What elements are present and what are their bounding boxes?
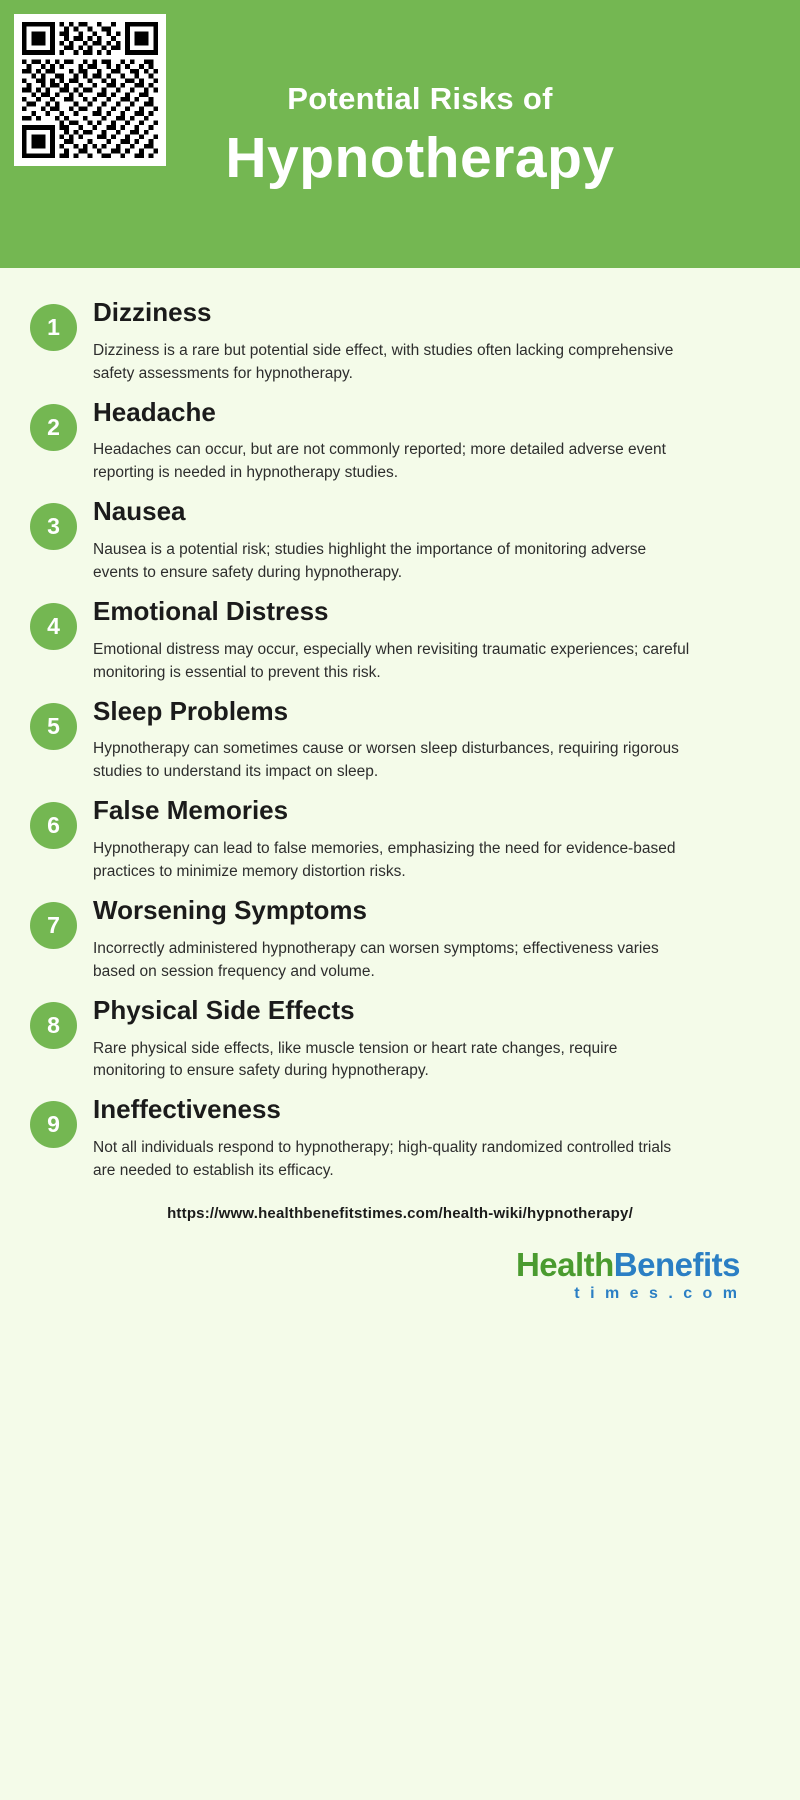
brand-wordmark <box>20 1246 740 1284</box>
item-title: Physical Side Effects <box>93 994 355 1025</box>
item-number-badge: 4 <box>30 603 77 650</box>
page-subtitle: Potential Risks of <box>287 80 553 116</box>
item-body <box>93 792 766 884</box>
qr-code-svg <box>22 22 158 158</box>
item-number-badge: 5 <box>30 703 77 750</box>
item-body <box>93 992 766 1084</box>
item-body <box>93 294 766 386</box>
brand-logo[interactable] <box>20 1248 780 1303</box>
item-number-badge: 1 <box>30 304 77 351</box>
footer <box>0 1191 800 1303</box>
list-item <box>26 593 766 685</box>
item-number-badge: 6 <box>30 802 77 849</box>
list-item <box>26 693 766 785</box>
item-body <box>93 693 766 785</box>
item-title: Emotional Distress <box>93 596 329 627</box>
item-title: False Memories <box>93 795 289 826</box>
item-description: Not all individuals respond to hypnotherapy; high-quality randomized controlled trials are needed to establish its efficacy. <box>93 1139 672 1180</box>
item-title: Dizziness <box>93 297 212 327</box>
item-number-badge: 3 <box>30 503 77 550</box>
item-title: Nausea <box>93 496 186 527</box>
item-description: Hypnotherapy can lead to false memories, emphasizing the need for evidence-based practices to minimize memory distortion risks. <box>93 840 676 881</box>
item-number-badge: 9 <box>30 1101 77 1148</box>
brand-domain-text: t i m e s . c o m <box>574 1285 740 1303</box>
list-item <box>26 394 766 486</box>
item-number-badge: 2 <box>30 404 77 451</box>
item-body <box>93 892 766 984</box>
list-item <box>26 493 766 585</box>
item-body <box>93 1091 766 1183</box>
item-body <box>93 493 766 585</box>
list-item <box>26 792 766 884</box>
item-number-badge: 8 <box>30 1002 77 1049</box>
item-title: Ineffectiveness <box>93 1094 281 1125</box>
header <box>0 0 800 268</box>
item-number-badge: 7 <box>30 902 77 949</box>
qr-code-icon[interactable] <box>14 14 166 166</box>
item-description: Rare physical side effects, like muscle tension or heart rate changes, require monitoring to ensure safety during hypnotherapy. <box>93 1039 618 1080</box>
brand-health-text: Health <box>515 1246 614 1284</box>
page-title: Hypnotherapy <box>225 125 615 190</box>
item-description: Dizziness is a rare but potential side effect, with studies often lacking comprehensive safety assessments for hypnotherapy. <box>93 341 674 382</box>
item-body <box>93 593 766 685</box>
item-body <box>93 394 766 486</box>
list-item <box>26 892 766 984</box>
item-description: Hypnotherapy can sometimes cause or worsen sleep disturbances, requiring rigorous studies to understand its impact on sleep. <box>93 740 679 781</box>
list-item <box>26 992 766 1084</box>
source-url[interactable]: https://www.healthbenefitstimes.com/health-wiki/hypnotherapy/ <box>167 1205 633 1223</box>
item-title: Headache <box>93 396 216 427</box>
item-description: Headaches can occur, but are not commonly reported; more detailed adverse event reporting is needed in hypnotherapy studies. <box>93 441 666 482</box>
risk-list <box>0 268 800 1183</box>
list-item <box>26 294 766 386</box>
item-description: Incorrectly administered hypnotherapy can worsen symptoms; effectiveness varies based on session frequency and volume. <box>93 939 659 980</box>
list-item <box>26 1091 766 1183</box>
item-description: Nausea is a potential risk; studies highlight the importance of monitoring adverse events to ensure safety during hypnotherapy. <box>93 541 647 582</box>
item-description: Emotional distress may occur, especially when revisiting traumatic experiences; careful monitoring is essential to prevent this risk. <box>93 640 690 681</box>
item-title: Worsening Symptoms <box>93 895 368 926</box>
item-title: Sleep Problems <box>93 695 289 726</box>
brand-benefits-text: Benefits <box>613 1246 740 1284</box>
